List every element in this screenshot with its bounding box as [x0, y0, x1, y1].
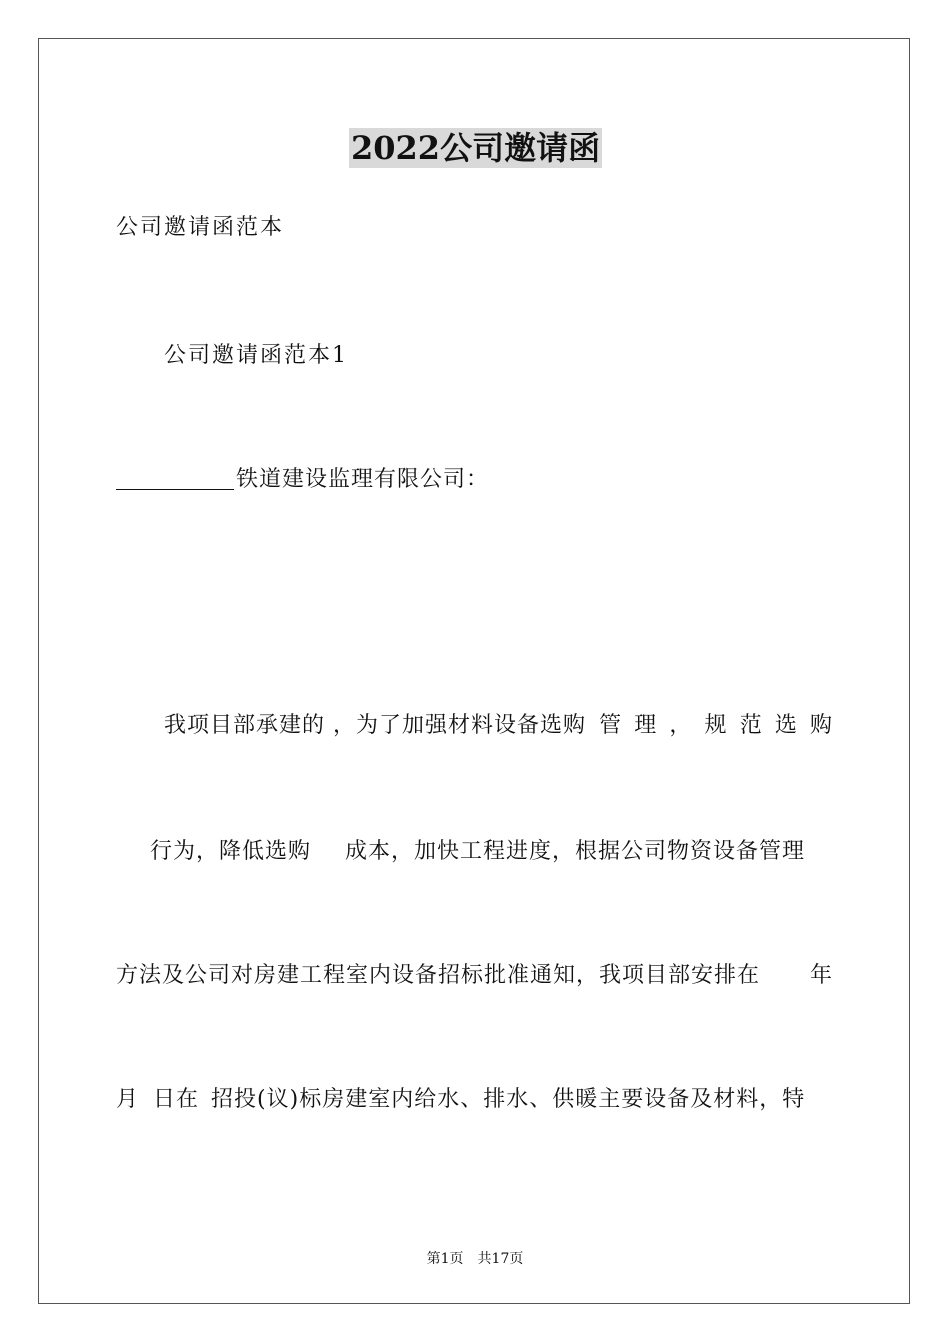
paragraph-fragment: 月 [116, 1087, 140, 1112]
section-heading: 公司邀请函范本1 [164, 343, 348, 368]
addressee-line [116, 462, 489, 493]
paragraph-fragment: 选 [774, 713, 797, 738]
addressee-text: 铁道建设监理有限公司： [236, 467, 490, 492]
paragraph-fragment: 日在 [153, 1087, 200, 1112]
paragraph-fragment: 招投(议)标房建室内给水、排水、供暖主要设备及材料，特 [211, 1087, 806, 1112]
paragraph-fragment: 年 [809, 963, 832, 988]
paragraph-fragment: 范 [739, 713, 762, 738]
document-title: 2022公司邀请函 [351, 129, 601, 167]
paragraph-fragment: 成本，加快工程进度，根据公司物资设备管理 [345, 839, 806, 864]
paragraph-line-2 [150, 834, 805, 865]
paragraph-fragment: ， [669, 713, 692, 738]
paragraph-line-1 [164, 708, 832, 739]
paragraph-fragment: 我项目部承建的 ，为了加强材料设备选购 [164, 713, 586, 738]
paragraph-fragment: 购 [809, 713, 832, 738]
paragraph-fragment: 行为，降低选购 [150, 839, 312, 864]
paragraph-fragment: 规 [704, 713, 727, 738]
page-footer: 第1页 共17页 [426, 1251, 524, 1267]
addressee-blank [116, 467, 234, 490]
paragraph-fragment: 管 [599, 713, 622, 738]
paragraph-line-4 [116, 1082, 805, 1113]
paragraph-line-3 [116, 958, 832, 989]
paragraph-fragment: 方法及公司对房建工程室内设备招标批准通知，我项目部安排在 [116, 963, 761, 988]
paragraph-fragment: 理 [634, 713, 657, 738]
document-subtitle: 公司邀请函范本 [116, 215, 285, 240]
